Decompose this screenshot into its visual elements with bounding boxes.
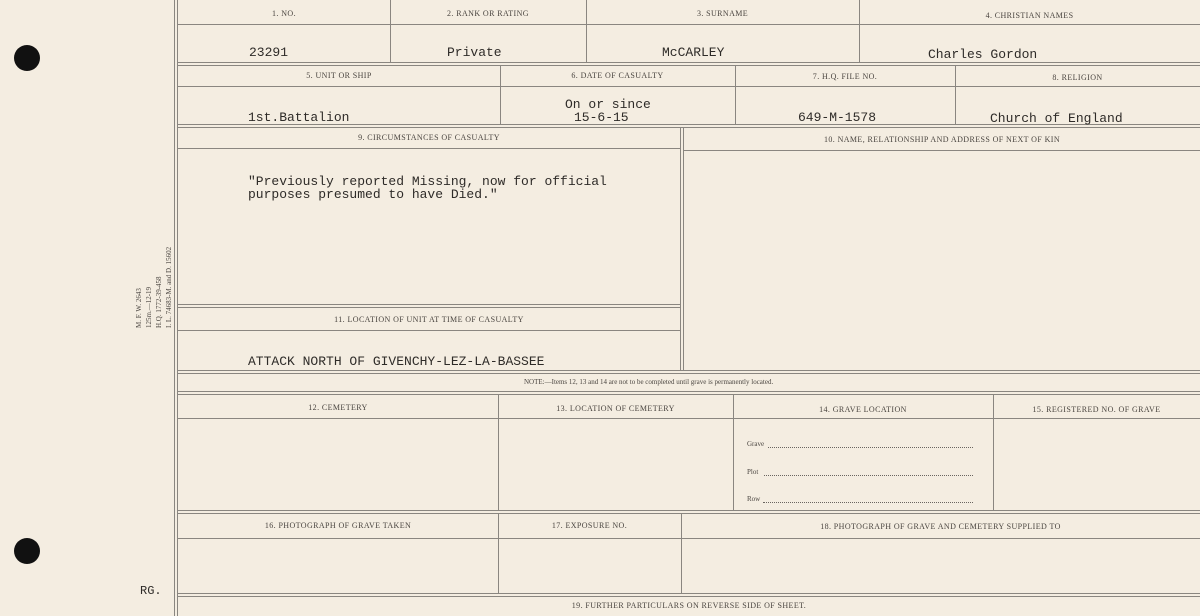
value-religion: Church of England — [990, 111, 1123, 126]
plot-label: Plot — [747, 468, 759, 476]
header-date: 6. DATE OF CASUALTY — [571, 71, 664, 80]
side-text-line: I. L. 74683-M. and D. 15602 — [165, 246, 173, 328]
header-hq-file: 7. H.Q. FILE NO. — [812, 72, 878, 81]
value-date-line2: 15-6-15 — [574, 110, 629, 125]
header-grave-location: 14. GRAVE LOCATION — [819, 405, 907, 414]
value-date-line1: On or since — [565, 97, 651, 112]
punch-hole-bottom — [14, 538, 40, 564]
side-text-line: H.Q. 1772-39-458 — [155, 276, 163, 328]
side-text-line: 125m.—12-19 — [145, 286, 153, 328]
header-surname: 3. SURNAME — [696, 9, 749, 18]
value-christian-names: Charles Gordon — [928, 47, 1038, 62]
header-location-unit: 11. LOCATION OF UNIT AT TIME OF CASUALTY — [334, 315, 524, 324]
header-religion: 8. RELIGION — [1052, 73, 1103, 82]
header-registered-no: 15. REGISTERED NO. OF GRAVE — [1032, 405, 1161, 414]
header-unit: 5. UNIT OR SHIP — [306, 71, 372, 80]
footer-code: RG. — [140, 584, 162, 598]
row-label: Row — [747, 495, 761, 503]
header-rank: 2. RANK OR RATING — [447, 9, 529, 18]
punch-hole-top — [14, 45, 40, 71]
value-rank: Private — [447, 45, 502, 60]
header-exposure: 17. EXPOSURE NO. — [551, 521, 628, 530]
header-christian-names: 4. CHRISTIAN NAMES — [985, 11, 1074, 20]
header-photo-taken: 16. PHOTOGRAPH OF GRAVE TAKEN — [264, 521, 412, 530]
header-cemetery: 12. CEMETERY — [308, 403, 368, 412]
side-text-line: M. F. W. 2643 — [135, 288, 143, 328]
header-no: 1. NO. — [272, 9, 296, 18]
note-text: NOTE:—Items 12, 13 and 14 are not to be completed until grave is permanently located. — [524, 378, 774, 386]
value-circumstances-line2: purposes presumed to have Died." — [248, 187, 498, 202]
header-next-of-kin: 10. NAME, RELATIONSHIP AND ADDRESS OF NEXT OF KIN — [823, 135, 1061, 144]
header-location-cemetery: 13. LOCATION OF CEMETERY — [556, 404, 675, 413]
value-no: 23291 — [249, 45, 289, 60]
header-photo-supplied: 18. PHOTOGRAPH OF GRAVE AND CEMETERY SUPPLIED TO — [820, 522, 1061, 531]
value-unit: 1st.Battalion — [248, 110, 350, 125]
value-surname: McCARLEY — [662, 45, 725, 60]
value-location-unit: ATTACK NORTH OF GIVENCHY-LEZ-LA-BASSEE — [248, 354, 545, 369]
value-hq-file: 649-M-1578 — [798, 110, 877, 125]
header-circumstances: 9. CIRCUMSTANCES OF CASUALTY — [358, 133, 500, 142]
value-circumstances-line1: "Previously reported Missing, now for official — [248, 174, 607, 189]
grave-label: Grave — [747, 440, 765, 448]
header-further-particulars: 19. FURTHER PARTICULARS ON REVERSE SIDE OF SHEET. — [571, 601, 807, 610]
form-print-code — [134, 247, 174, 328]
